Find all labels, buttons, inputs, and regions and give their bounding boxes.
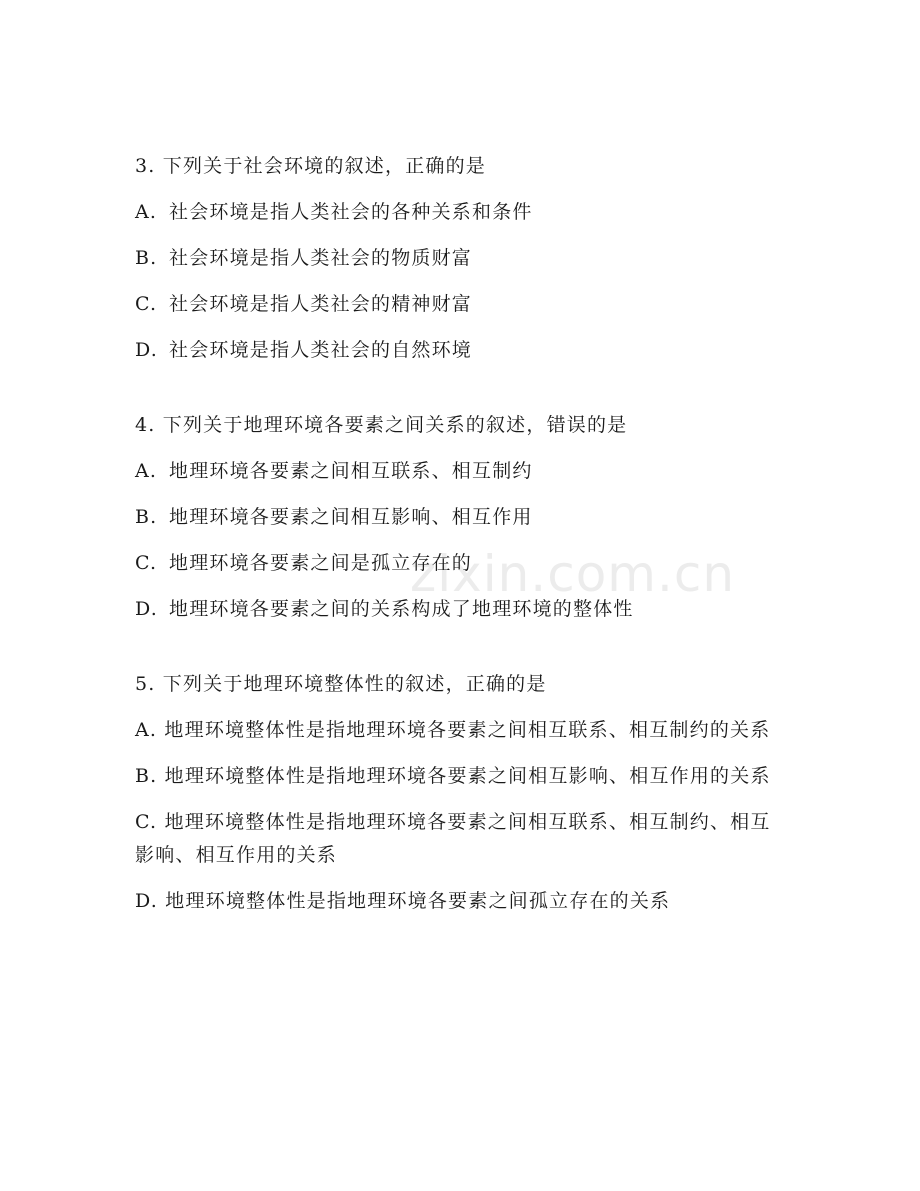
option-mark: A. [135, 719, 158, 741]
option-b [135, 501, 785, 534]
option-d [135, 885, 785, 918]
option-mark: D. [135, 890, 158, 912]
option-mark: B. [135, 765, 158, 787]
option-c [135, 806, 785, 872]
option-mark: B. [135, 247, 158, 269]
question-list [135, 150, 785, 960]
option-text: 社会环境是指人类社会的各种关系和条件 [169, 201, 533, 223]
option-mark: D. [135, 339, 158, 361]
option-text: 社会环境是指人类社会的自然环境 [169, 339, 473, 361]
option-d [135, 334, 785, 367]
option-text: 地理环境整体性是指地理环境各要素之间孤立存在的关系 [165, 890, 671, 912]
question-5 [135, 668, 785, 918]
watermark: zixin.com.cn [410, 545, 736, 603]
option-mark: C. [135, 293, 158, 315]
question-stem: 3. 下列关于社会环境的叙述，正确的是 [135, 155, 486, 177]
option-a [135, 714, 785, 747]
question-stem: 5. 下列关于地理环境整体性的叙述，正确的是 [135, 673, 547, 695]
question-3 [135, 150, 785, 367]
option-text: 地理环境整体性是指地理环境各要素之间相互联系、相互制约、相互影响、相互作用的关系 [135, 811, 771, 866]
option-d [135, 593, 785, 626]
option-text: 地理环境整体性是指地理环境各要素之间相互联系、相互制约的关系 [164, 719, 771, 741]
option-a [135, 455, 785, 488]
option-text: 地理环境各要素之间相互影响、相互作用 [169, 506, 533, 528]
option-mark: D. [135, 598, 158, 620]
option-c [135, 288, 785, 321]
option-text: 地理环境整体性是指地理环境各要素之间相互影响、相互作用的关系 [164, 765, 771, 787]
option-a [135, 196, 785, 229]
option-text: 社会环境是指人类社会的物质财富 [169, 247, 473, 269]
option-text: 社会环境是指人类社会的精神财富 [169, 293, 473, 315]
option-b [135, 242, 785, 275]
option-c [135, 547, 785, 580]
option-mark: B. [135, 506, 158, 528]
question-stem: 4. 下列关于地理环境各要素之间关系的叙述，错误的是 [135, 414, 628, 436]
option-b [135, 760, 785, 793]
option-mark: A. [135, 460, 158, 482]
option-text: 地理环境各要素之间的关系构成了地理环境的整体性 [169, 598, 634, 620]
question-4 [135, 409, 785, 626]
option-mark: C. [135, 552, 158, 574]
option-text: 地理环境各要素之间是孤立存在的 [169, 552, 473, 574]
option-mark: C. [135, 811, 158, 833]
option-mark: A. [135, 201, 158, 223]
option-text: 地理环境各要素之间相互联系、相互制约 [169, 460, 533, 482]
